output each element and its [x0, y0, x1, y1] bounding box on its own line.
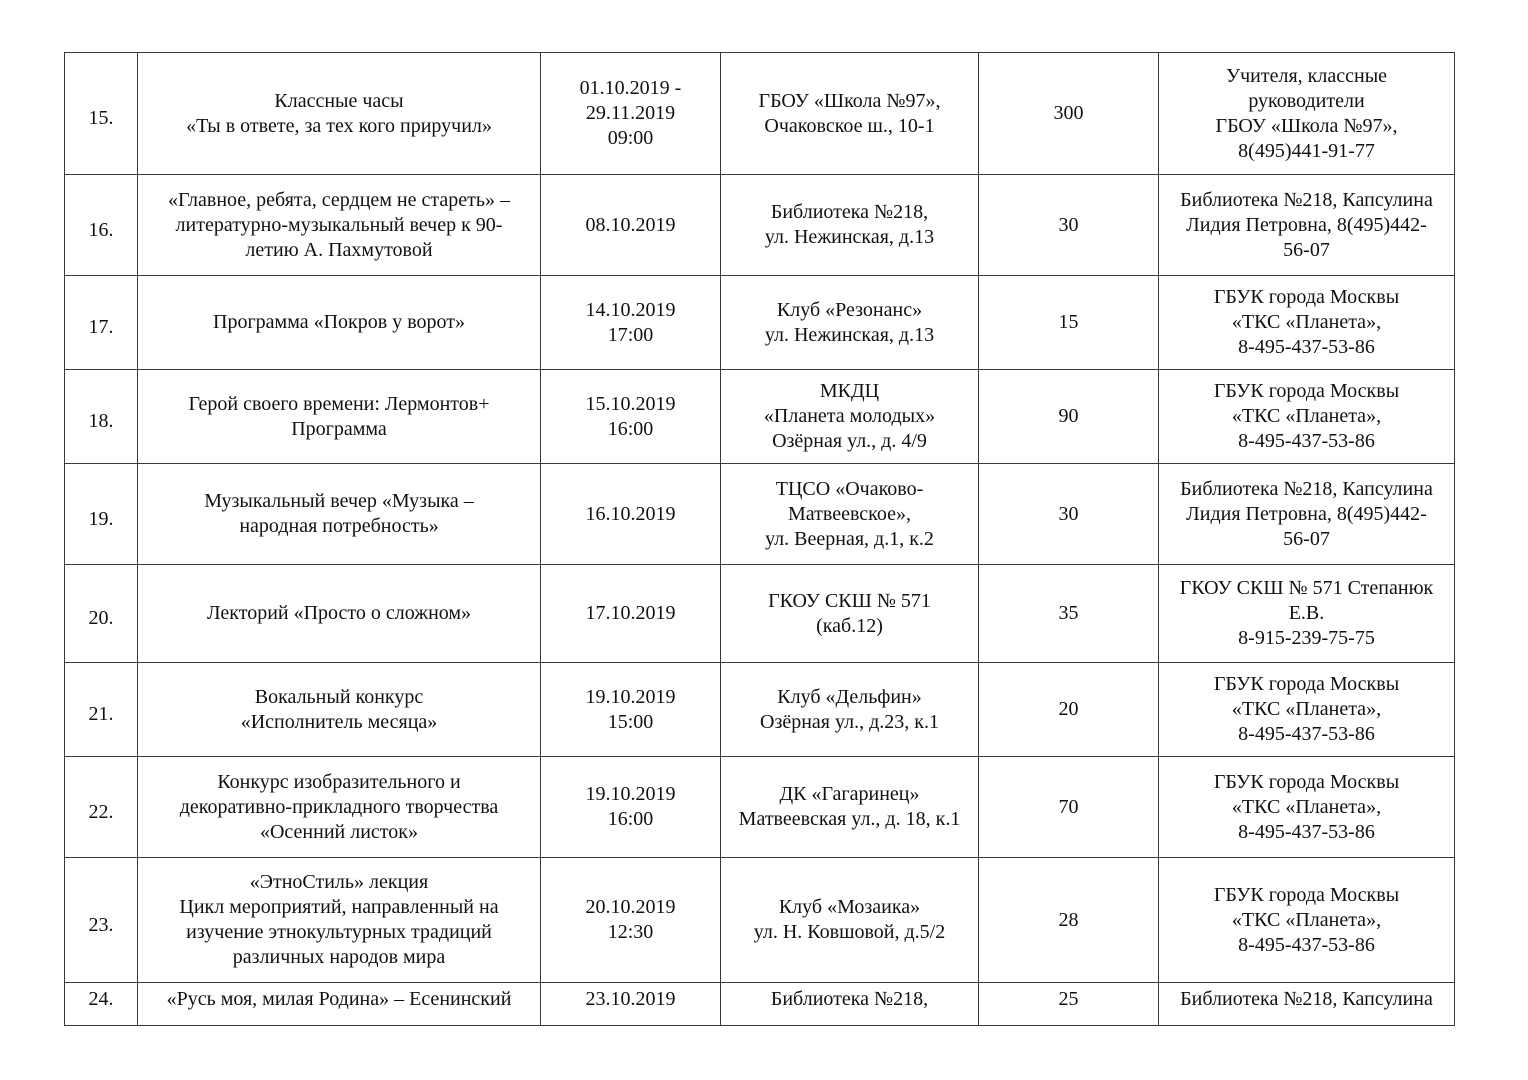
- event-name-line: Вокальный конкурс: [254, 685, 424, 708]
- event-place-line: ул. Нежинская, д.13: [764, 226, 935, 248]
- participants-count-cell: 90: [979, 370, 1159, 464]
- event-date-line: 17.10.2019: [585, 602, 676, 624]
- table-row: [65, 370, 1455, 464]
- participants-count-cell: 25: [979, 983, 1159, 1026]
- event-name-line: Программа «Покров у ворот»: [213, 311, 465, 333]
- event-name-cell: [138, 663, 541, 757]
- event-name-line: летию А. Пахмутовой: [245, 238, 433, 261]
- event-date-line: 17:00: [607, 323, 654, 346]
- table-row: [65, 565, 1455, 663]
- organizer-contact-cell: [1159, 757, 1455, 858]
- organizer-contact-cell: [1159, 983, 1455, 1026]
- organizer-contact-line: «ТКС «Планета»,: [1231, 311, 1382, 333]
- event-date-line: 15.10.2019: [585, 392, 676, 415]
- organizer-contact-line: Е.В.: [1288, 602, 1325, 624]
- event-date-cell: [541, 757, 721, 858]
- organizer-contact-cell: [1159, 276, 1455, 370]
- event-date-cell: [541, 276, 721, 370]
- event-date-line: 15:00: [607, 710, 654, 733]
- table-row: [65, 757, 1455, 858]
- organizer-contact-line: «ТКС «Планета»,: [1231, 795, 1382, 818]
- organizer-contact-cell: [1159, 370, 1455, 464]
- event-place-cell: [721, 663, 979, 757]
- event-place-line: Клуб «Дельфин»: [777, 685, 922, 708]
- organizer-contact-line: ГБУК города Москвы: [1213, 770, 1400, 793]
- event-place-line: Клуб «Мозаика»: [778, 896, 921, 918]
- event-date-line: 19.10.2019: [585, 783, 676, 805]
- organizer-contact-line: ГБУК города Москвы: [1213, 883, 1400, 906]
- event-place-line: ГБОУ «Школа №97»,: [758, 89, 941, 112]
- organizer-contact-line: 8-495-437-53-86: [1238, 430, 1375, 452]
- event-place-line: Озёрная ул., д. 4/9: [772, 430, 927, 452]
- organizer-contact-cell: [1159, 53, 1455, 175]
- organizer-contact-cell: [1159, 858, 1455, 983]
- table-row: [65, 858, 1455, 983]
- organizer-contact-line: Библиотека №218, Капсулина: [1180, 988, 1433, 1010]
- organizer-contact-line: «ТКС «Планета»,: [1231, 908, 1382, 931]
- organizer-contact-line: «ТКС «Планета»,: [1231, 698, 1382, 720]
- row-number-cell: 21.: [65, 663, 138, 757]
- row-number-cell: 16.: [65, 175, 138, 276]
- events-table: [64, 52, 1455, 1026]
- event-name-line: Музыкальный вечер «Музыка –: [204, 490, 474, 512]
- event-place-line: ДК «Гагаринец»: [779, 783, 920, 805]
- event-date-line: 16.10.2019: [585, 502, 676, 525]
- event-name-line: «Главное, ребята, сердцем не стареть» –: [167, 188, 510, 211]
- table-row: [65, 983, 1455, 1026]
- event-date-line: 19.10.2019: [585, 685, 676, 708]
- event-place-cell: [721, 175, 979, 276]
- event-name-line: «Русь моя, милая Родина» – Есенинский: [166, 988, 512, 1010]
- event-name-line: «Исполнитель месяца»: [240, 710, 438, 733]
- event-name-cell: [138, 53, 541, 175]
- event-name-line: «Ты в ответе, за тех кого приручил»: [186, 114, 492, 137]
- organizer-contact-line: 8-495-437-53-86: [1238, 933, 1375, 956]
- event-name-line: Лекторий «Просто о сложном»: [206, 602, 472, 624]
- event-name-line: Конкурс изобразительного и: [217, 770, 461, 793]
- event-date-line: 12:30: [607, 921, 654, 943]
- row-number-cell: 18.: [65, 370, 138, 464]
- event-place-line: ГКОУ СКШ № 571: [768, 589, 931, 612]
- event-place-cell: [721, 565, 979, 663]
- organizer-contact-line: Учителя, классные: [1225, 64, 1388, 87]
- organizer-contact-line: ГБУК города Москвы: [1213, 380, 1400, 402]
- row-number-cell: 15.: [65, 53, 138, 175]
- event-name-cell: [138, 757, 541, 858]
- event-date-cell: [541, 370, 721, 464]
- organizer-contact-line: 8-495-437-53-86: [1238, 723, 1375, 745]
- organizer-contact-cell: [1159, 175, 1455, 276]
- event-place-line: МКДЦ: [819, 380, 880, 402]
- organizer-contact-line: 56-07: [1283, 527, 1330, 550]
- organizer-contact-line: ГКОУ СКШ № 571 Степанюк: [1179, 577, 1434, 599]
- participants-count-cell: 30: [979, 175, 1159, 276]
- organizer-contact-line: ГБОУ «Школа №97»,: [1215, 114, 1398, 137]
- event-name-line: «Осенний листок»: [259, 820, 418, 843]
- table-row: [65, 53, 1455, 175]
- event-name-line: Классные часы: [274, 89, 404, 112]
- participants-count-cell: 30: [979, 464, 1159, 565]
- event-place-line: ТЦСО «Очаково-: [775, 477, 924, 500]
- organizer-contact-line: 8-915-239-75-75: [1238, 627, 1375, 649]
- organizer-contact-line: 8(495)441-91-77: [1238, 139, 1375, 162]
- event-place-line: Клуб «Резонанс»: [776, 298, 923, 321]
- table-row: [65, 663, 1455, 757]
- event-place-line: (каб.12): [816, 614, 883, 637]
- event-name-line: литературно-музыкальный вечер к 90-: [175, 213, 503, 236]
- organizer-contact-line: Лидия Петровна, 8(495)442-: [1186, 502, 1427, 525]
- participants-count-cell: 300: [979, 53, 1159, 175]
- event-place-line: Библиотека №218,: [770, 988, 929, 1010]
- participants-count-cell: 70: [979, 757, 1159, 858]
- participants-count-cell: 15: [979, 276, 1159, 370]
- participants-count-cell: 20: [979, 663, 1159, 757]
- event-place-line: ул. Н. Ковшовой, д.5/2: [753, 921, 946, 943]
- event-date-line: 08.10.2019: [585, 213, 676, 236]
- event-date-line: 01.10.2019 -: [579, 77, 682, 99]
- event-date-cell: [541, 565, 721, 663]
- row-number-cell: 17.: [65, 276, 138, 370]
- event-name-cell: [138, 276, 541, 370]
- event-place-cell: [721, 276, 979, 370]
- organizer-contact-line: Лидия Петровна, 8(495)442-: [1186, 213, 1427, 236]
- event-date-cell: [541, 53, 721, 175]
- event-date-cell: [541, 858, 721, 983]
- event-name-line: народная потребность»: [239, 515, 439, 537]
- event-name-line: различных народов мира: [232, 946, 446, 968]
- organizer-contact-line: Библиотека №218, Капсулина: [1180, 188, 1433, 211]
- row-number-cell: 22.: [65, 757, 138, 858]
- organizer-contact-line: «ТКС «Планета»,: [1231, 405, 1382, 427]
- table-row: [65, 175, 1455, 276]
- organizer-contact-line: ГБУК города Москвы: [1213, 286, 1400, 308]
- participants-count-cell: 35: [979, 565, 1159, 663]
- event-name-line: декоративно-прикладного творчества: [179, 795, 499, 818]
- event-place-line: Озёрная ул., д.23, к.1: [760, 710, 939, 733]
- table-row: [65, 276, 1455, 370]
- event-date-cell: [541, 175, 721, 276]
- event-date-line: 09:00: [607, 127, 654, 149]
- event-place-cell: [721, 53, 979, 175]
- organizer-contact-line: 8-495-437-53-86: [1238, 820, 1375, 843]
- event-place-cell: [721, 983, 979, 1026]
- event-name-cell: [138, 370, 541, 464]
- event-place-line: ул. Веерная, д.1, к.2: [765, 527, 934, 550]
- event-place-line: Библиотека №218,: [770, 201, 929, 223]
- event-place-cell: [721, 858, 979, 983]
- event-place-line: Очаковское ш., 10-1: [764, 114, 935, 137]
- event-place-line: Матвеевская ул., д. 18, к.1: [738, 808, 961, 830]
- event-place-cell: [721, 757, 979, 858]
- event-date-cell: [541, 663, 721, 757]
- participants-count-cell: 28: [979, 858, 1159, 983]
- row-number-cell: 20.: [65, 565, 138, 663]
- event-name-line: Программа: [291, 417, 387, 440]
- event-name-line: «ЭтноСтиль» лекция: [249, 871, 429, 893]
- event-name-cell: [138, 464, 541, 565]
- organizer-contact-line: руководители: [1248, 89, 1365, 112]
- organizer-contact-line: 8-495-437-53-86: [1238, 336, 1375, 358]
- event-name-cell: [138, 565, 541, 663]
- event-date-line: 23.10.2019: [585, 988, 676, 1010]
- event-place-line: Матвеевское»,: [788, 502, 911, 525]
- event-name-line: Цикл мероприятий, направленный на: [179, 896, 499, 918]
- event-name-cell: [138, 858, 541, 983]
- event-date-cell: [541, 464, 721, 565]
- row-number-cell: 19.: [65, 464, 138, 565]
- event-date-line: 16:00: [607, 808, 654, 830]
- event-place-cell: [721, 370, 979, 464]
- event-place-cell: [721, 464, 979, 565]
- organizer-contact-cell: [1159, 565, 1455, 663]
- row-number-cell: 23.: [65, 858, 138, 983]
- row-number-cell: 24.: [65, 983, 138, 1026]
- event-name-cell: [138, 983, 541, 1026]
- event-name-line: Герой своего времени: Лермонтов+: [188, 392, 490, 415]
- event-date-line: 14.10.2019: [585, 298, 676, 321]
- event-name-line: изучение этнокультурных традиций: [186, 921, 492, 943]
- event-name-cell: [138, 175, 541, 276]
- events-table-body: [65, 53, 1455, 1026]
- event-place-line: ул. Нежинская, д.13: [764, 323, 935, 346]
- event-date-line: 16:00: [607, 417, 654, 440]
- event-place-line: «Планета молодых»: [763, 405, 936, 427]
- organizer-contact-line: Библиотека №218, Капсулина: [1180, 477, 1433, 500]
- organizer-contact-line: 56-07: [1283, 238, 1330, 261]
- organizer-contact-cell: [1159, 663, 1455, 757]
- organizer-contact-cell: [1159, 464, 1455, 565]
- organizer-contact-line: ГБУК города Москвы: [1213, 673, 1400, 695]
- event-date-line: 20.10.2019: [585, 896, 676, 918]
- table-row: [65, 464, 1455, 565]
- event-date-cell: [541, 983, 721, 1026]
- event-date-line: 29.11.2019: [585, 102, 676, 124]
